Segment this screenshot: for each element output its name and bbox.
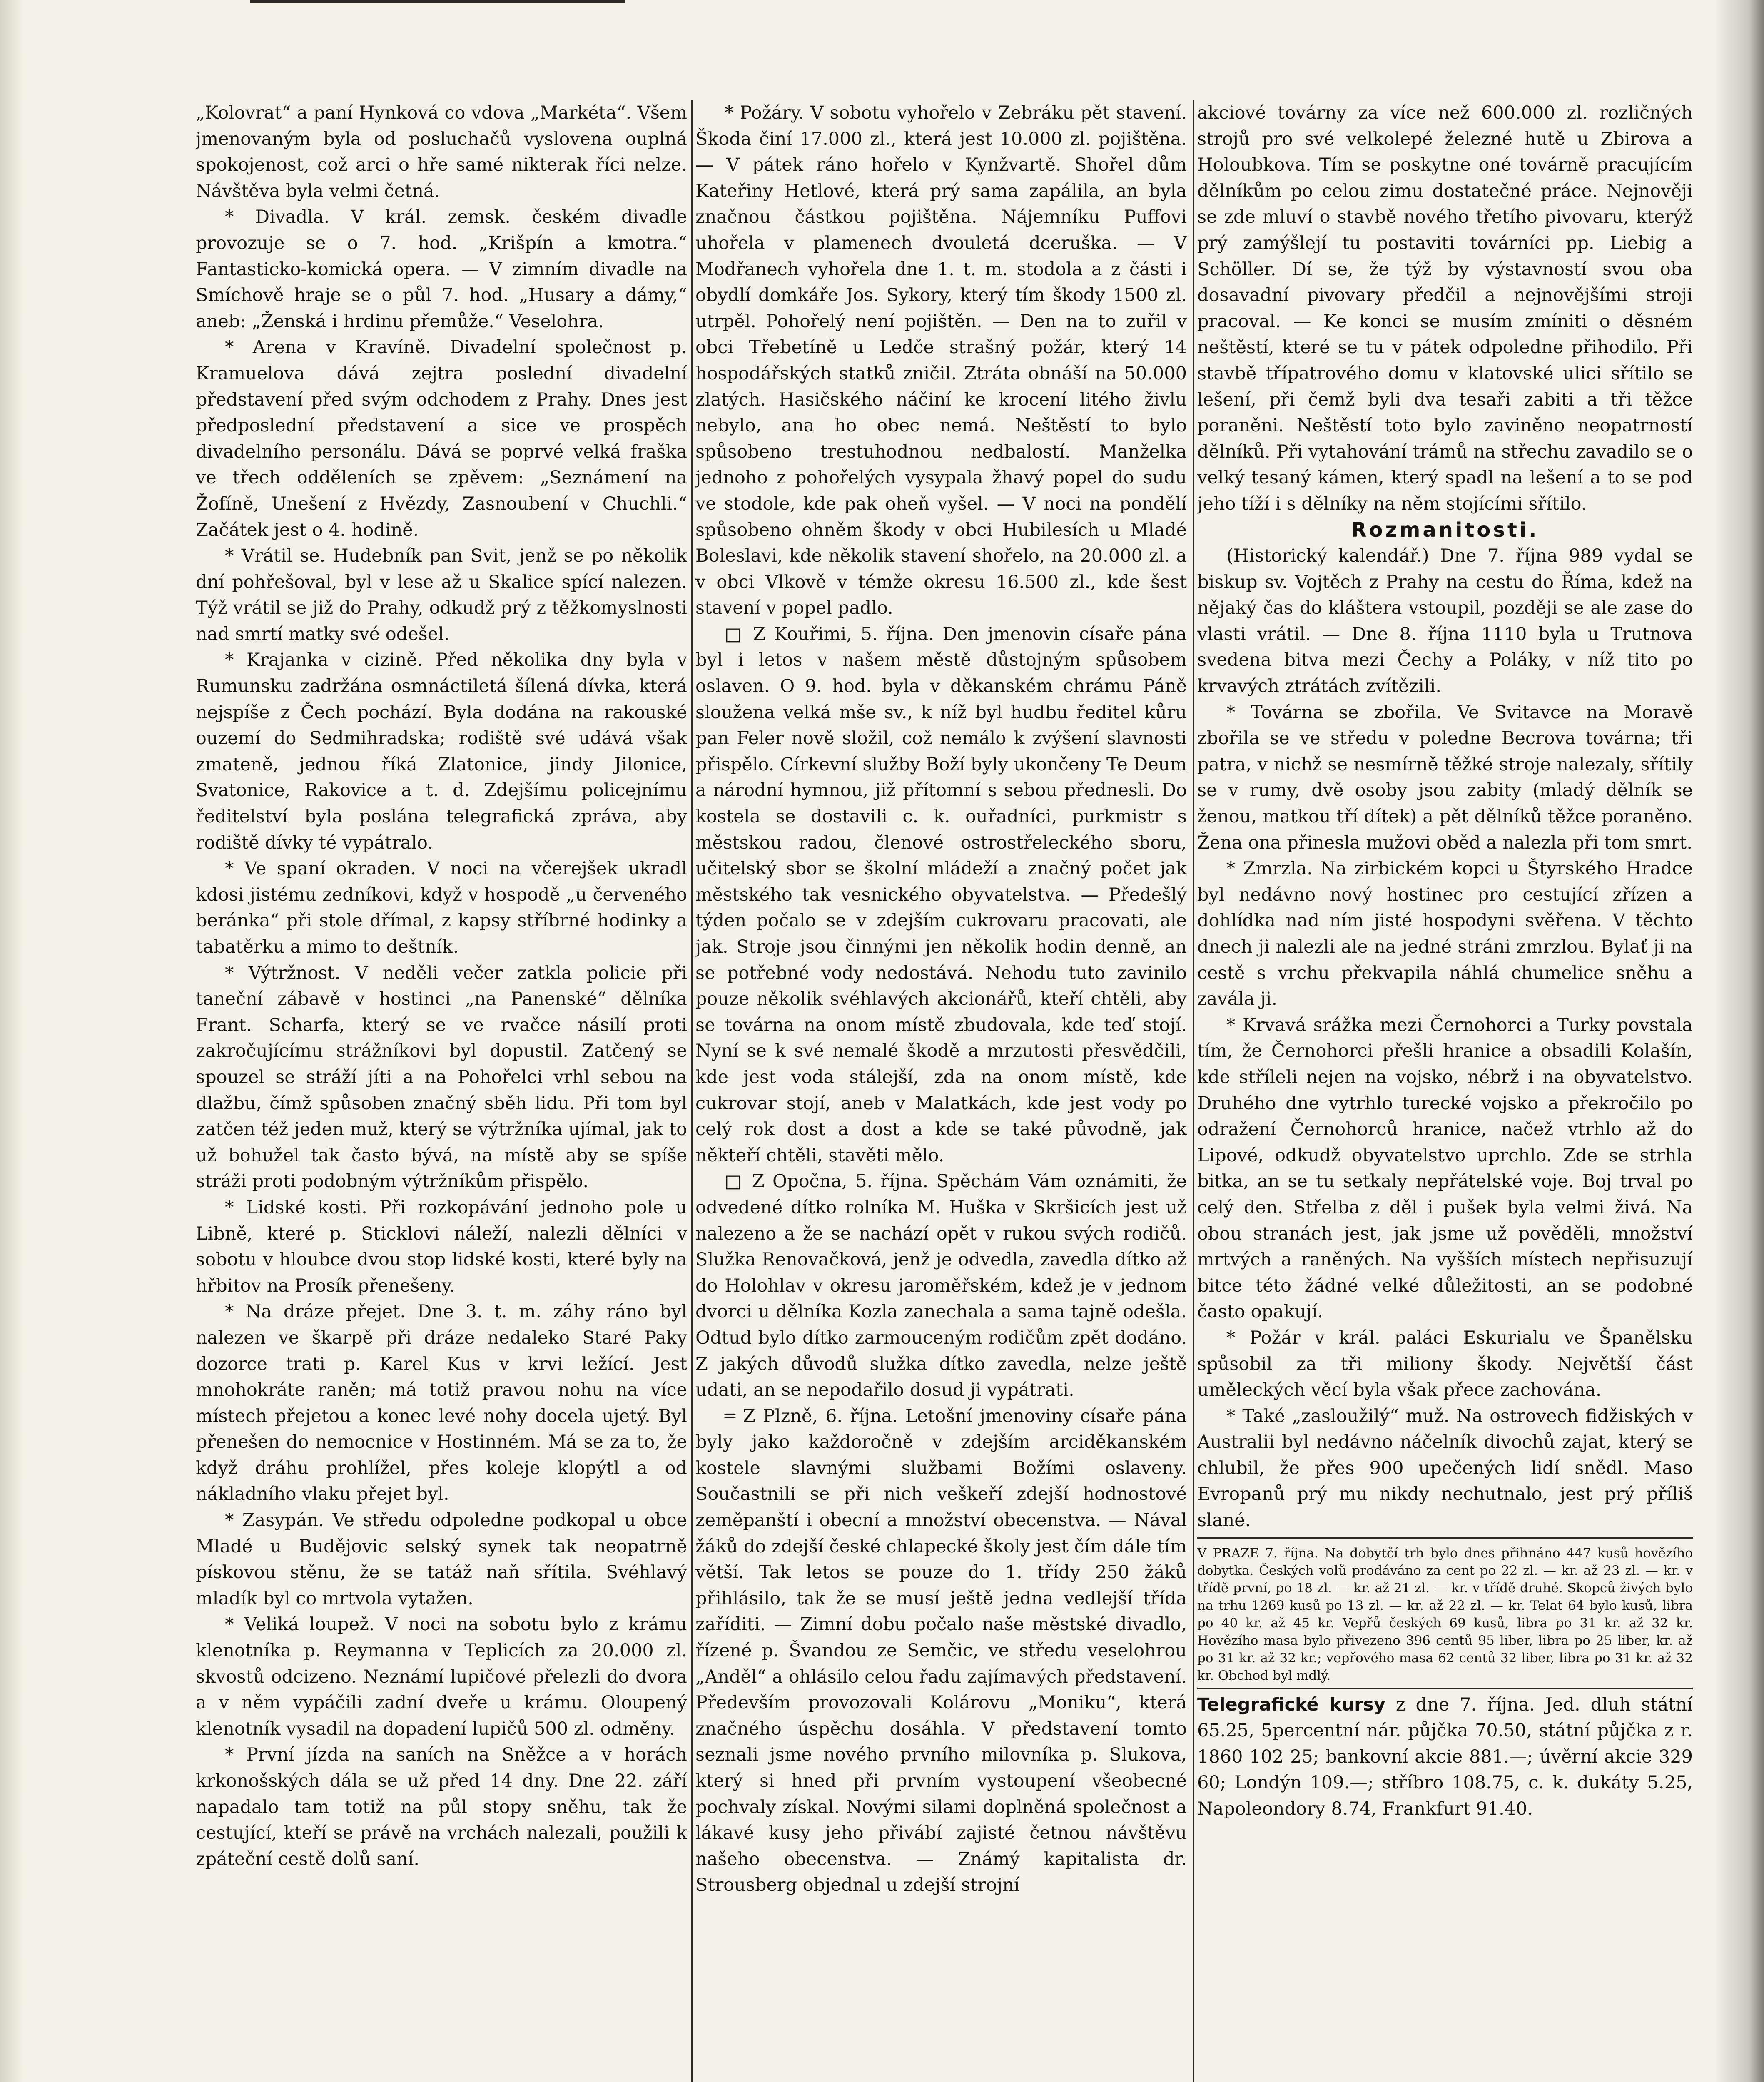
column-3 [1197, 100, 1693, 2082]
news-paragraph: akciové továrny za více než 600.000 zl. rozličných strojů pro své velkolepé železné hutě u Zbirova a Holoubkova. Tím se poskytne oné továrně pracujícím dělníkům po celou zimu dostatečné práce. Nejnověji se zde mluví o stavbě nového třetího pivovaru, kterýž prý zamýšlejí tu postaviti továrníci pp. Liebig a Schöller. Dí se, že týž by výstavností svou oba dosavadní pivovary předčil a nejnovějšími stroji pracoval. — Ke konci se musím zmíniti o děsném neštěstí, které se tu v pátek odpoledne přihodilo. Při stavbě třípatrového domu v klatovské ulici sřítilo se lešení, při čemž byli dva tesaři zabiti a tři těžce poraněni. Neštěstí toto bylo zaviněno neopatrností dělníků. Při vytahování trámů na střechu zavadilo se o velký tesaný kámen, který spadl na lešení a to se pod jeho tíží i s dělníky na něm stojícími sřítilo. [1197, 102, 1693, 514]
news-paragraph: * Zmrzla. Na zirbickém kopci u Štyrského Hradce byl nedávno nový hostinec pro cestující zřízen a dohlídka nad ním jisté hospodyni svěřena. V těchto dnech ji nalezli ale na jedné stráni zmrzlou. Bylať ji na cestě s vrchu překvapila náhlá chumelice sněhu a zavála ji. [1197, 858, 1693, 1010]
top-rule [250, 0, 625, 3]
news-paragraph: (Historický kalendář.) Dne 7. října 989 vydal se biskup sv. Vojtěch z Prahy na cestu do Říma, kdež na nějaký čas do kláštera vstoupil, později se ale zase do vlasti vrátil. — Dne 8. října 1110 byla u Trutnova svedena bitva mezi Čechy a Poláky, v níž tito po krvavých ztrátách zvítězili. [1197, 545, 1693, 697]
exchange-rates-text: z dne 7. října. Jed. dluh státní 65.25, 5percentní nár. půjčka 70.50, státní půjčka z r. 1860 102 25; bankovní akcie 881.—; úvěrní akcie 329 60; Londýn 109.—; stříbro 108.75, c. k. dukáty 5.25, Napoleondory 8.74, Frankfurt 91.40. [1197, 1694, 1693, 1820]
news-paragraph: * Požáry. V sobotu vyhořelo v Zebráku pět stavení. Škoda činí 17.000 zl., která jest 10.000 zl. pojištěna. — V pátek ráno hořelo v Kynžvartě. Shořel dům Kateřiny Hetlové, která prý sama zapálila, an byla značnou částkou pojištěna. Nájemníku Puffovi uhořela v plamenech dvouletá dceruška. — V Modřanech vyhořela dne 1. t. m. stodola a z části i obydlí domkáře Jos. Sykory, který tím škody 1500 zl. utrpěl. Pohořelý není pojištěn. — Den na to zuřil v obci Třebetíně u Ledče strašný požár, který 14 hospodářských statků zničil. Ztráta obnáší na 50.000 zlatých. Hasičského náčiní ke krocení litého živlu nebylo, ana ho obec nemá. Neštěstí to bylo spůsobeno trestuhodnou nedbalostí. Manželka jednoho z pohořelých vysypala žhavý popel do sudu ve stodole, kde pak oheň vyšel. — V noci na pondělí spůsobeno ohněm škody v obci Hubilesích u Mladé Boleslavi, kde několik stavení shořelo, na 20.000 zl. a v obci Vlkově v témže okresu 16.500 zl., kde šest stavení v popel padlo. [695, 102, 1187, 619]
section-heading: Rozmanitosti. [1351, 518, 1539, 542]
section-divider [1197, 1688, 1693, 1689]
column-1 [196, 100, 687, 2082]
market-report: V PRAZE 7. října. Na dobytčí trh bylo dnes přihnáno 447 kusů hovězího dobytka. Českých volů prodáváno za cent po 22 zl. — kr. až 23 zl. — kr. v třídě první, po 18 zl. — kr. až 21 zl. — kr. v třídě druhé. Skopců živých bylo na trhu 1269 kusů po 13 zl. — kr. až 22 zl. — kr. Telat 64 bylo kusů, libra po 40 kr. až 45 kr. Vepřů českých 69 kusů, libra po 31 kr. až 32 kr. Hovězího masa bylo přivezeno 396 centů 95 liber, libra po 25 liber, kr. až po 31 kr. až 32 kr.; vepřového masa 62 centů 32 liber, libra po 31 kr. až 32 kr. Obchod byl mdlý. [1197, 1545, 1693, 1683]
news-paragraph: * Požár v král. paláci Eskurialu ve Španělsku spůsobil za tři miliony škody. Největší část uměleckých věcí byla však přece zachována. [1197, 1327, 1693, 1401]
news-paragraph: * Zasypán. Ve středu odpoledne podkopal u obce Mladé u Budějovic selský synek tak neopatrně pískovou stěnu, že se tatáž naň sřítila. Svéhlavý mladík byl co mrtvola vytažen. [196, 1510, 687, 1609]
column-divider [1193, 100, 1194, 2082]
column-divider [691, 100, 693, 2082]
news-paragraph: „Kolovrat“ a paní Hynková co vdova „Markéta“. Všem jmenovaným byla od posluchačů vyslovena ouplná spokojenost, což arci o hře samé nikterak říci nelze. Návštěva byla velmi četná. [196, 102, 687, 202]
page-edge-right [1714, 0, 1764, 2082]
news-paragraph: * Lidské kosti. Při rozkopávání jednoho pole u Libně, které p. Sticklovi náleží, nalezli dělníci v sobotu v hloubce dvou stop lidské kosti, které byly na hřbitov na Prosík přenešeny. [196, 1197, 687, 1296]
news-paragraph: * Ve spaní okraden. V noci na včerejšek ukradl kdosi jistému zedníkovi, když v hospodě „u červeného beránka“ při stole dřímal, z kapsy stříbrné hodinky a tabatěrku a mimo to deštník. [196, 858, 687, 957]
news-paragraph: * Arena v Kravíně. Divadelní společnost p. Kramuelova dává zejtra poslední divadelní představení před svým odchodem z Prahy. Dnes jest předposlední představení a sice ve prospěch divadelního personálu. Dává se poprvé velká fraška ve třech odděleních se zpěvem: „Seznámení na Žofíně, Unešení z Hvězdy, Zasnoubení v Chuchli.“ Začátek jest o 4. hodině. [196, 337, 687, 540]
section-divider [1197, 1537, 1693, 1539]
news-paragraph: * První jízda na saních na Sněžce a v horách krkonošských dála se už před 14 dny. Dne 22. září napadalo tam totiž na půl stopy sněhu, tak že cestující, kteří se právě na vrchách nalezali, použili k zpáteční cestě dolů saní. [196, 1744, 687, 1870]
news-paragraph: * Výtržnost. V neděli večer zatkla policie při taneční zábavě v hostinci „na Panenské“ dělníka Frant. Scharfa, který se ve rvačce násilí proti zakročujícímu strážníkovi byl dopustil. Zatčený se spouzel se stráží jíti a na Pohořelci vrhl sebou na dlažbu, čímž spůsoben značný sběh lidu. Při tom byl zatčen též jeden muž, který se výtržníka ujímal, jak to už bohužel tak často bývá, na místě aby se spíše stráži proti podobným výtržníkům přispělo. [196, 962, 687, 1192]
news-paragraph: □ Z Kouřimi, 5. října. Den jmenovin císaře pána byl i letos v našem městě důstojným spůsobem oslaven. O 9. hod. byla v děkanském chrámu Páně sloužena velká mše sv., k níž byl hudbu ředitel kůru pan Feler nově složil, což nemálo k zvýšení slavnosti přispělo. Církevní služby Boží byly ukončeny Te Deum a národní hymnou, již přítomní s sebou přednesli. Do kostela se dostavili c. k. ouřadníci, purkmistr s městskou radou, členové ostrostřeleckého sboru, učitelský sbor se školní mládeží a značný počet jak městského tak vesnického obyvatelstva. — Předešlý týden počalo se v zdejším cukrovaru pracovati, ale jak. Stroje jsou činnými jen několik hodin denně, an se potřebné vody nedostává. Nehodu tuto zavinilo pouze několik svéhlavých akcionářů, kteří chtěli, aby se továrna na onom místě zbudovala, kde teď stojí. Nyní se k své nemalé škodě a mrzutosti přesvědčili, kde jest voda stálejší, zda na onom místě, kde cukrovar stojí, aneb v Malatkách, kde jest vody po celý rok dost a dost a kde se také původně, jak někteří chtěli, stavěti mělo. [695, 623, 1187, 1166]
news-paragraph: * Veliká loupež. V noci na sobotu bylo z krámu klenotníka p. Reymanna v Teplicích za 20.000 zl. skvostů odcizeno. Neznámí lupičové přelezli do dvora a v něm vypáčili zadní dveře u krámu. Oloupený klenotník vysadil na dopadení lupičů 500 zl. odměny. [196, 1614, 687, 1739]
news-paragraph: * Továrna se zbořila. Ve Svitavce na Moravě zbořila se ve středu v poledne Becrova továrna; tři patra, v nichž se nesmírně těžké stroje nalezaly, sřítily se v rumy, dvě osoby jsou zabity (mladý dělník se ženou, matkou tří dítek) a pět dělníků těžce poraněno. Žena ona přinesla mužovi oběd a nalezla při tom smrt. [1197, 702, 1693, 853]
news-paragraph: * Vrátil se. Hudebník pan Svit, jenž se po několik dní pohřešoval, byl v lese až u Skalice spící nalezen. Týž vrátil se již do Prahy, odkudž prý z těžkomyslnosti nad smrtí matky své odešel. [196, 545, 687, 645]
news-paragraph: * Na dráze přejet. Dne 3. t. m. záhy ráno byl nalezen ve škarpě při dráze nedaleko Staré Paky dozorce trati p. Karel Kus v krvi ležící. Jest mnohokráte raněn; má totiž pravou nohu na více místech přejetou a konec levé nohy docela ujetý. Byl přenešen do nemocnice v Hostinném. Má se za to, že když dráhu prohlížel, přes koleje klopýtl a od nákladního vlaku přejet byl. [196, 1301, 687, 1505]
news-paragraph: * Krvavá srážka mezi Černohorci a Turky povstala tím, že Černohorci přešli hranice a obsadili Kolašín, kde stříleli nejen na vojsko, nébrž i na obyvatelstvo. Druhého dne vytrhlo turecké vojsko a překročilo po odražení Černohorců hranice, načež vtrhlo až do Lipové, odkudž obyvatelstvo uprchlo. Zde se strhla bitka, an se tu setkaly nepřátelské voje. Boj trval po celý den. Střelba z děl i pušek byla velmi živá. Na obou stranách jest, jak jsme už pověděli, množství mrtvých a raněných. Na vyšších místech nepřisuzují bitce této žádné velké důležitosti, an se podobné často opakují. [1197, 1014, 1693, 1322]
news-paragraph: * Divadla. V král. zemsk. českém divadle provozuje se o 7. hod. „Krišpín a kmotra.“ Fantasticko-komická opera. — V zimním divadle na Smíchově hraje se o půl 7. hod. „Husary a dámy,“ aneb: „Ženská i hrdinu přemůže.“ Veselohra. [196, 207, 687, 332]
news-paragraph: * Krajanka v cizině. Před několika dny byla v Rumunsku zadržána osmnáctiletá šílená dívka, která nejspíše z Čech pochází. Byla dodána na rakouské ouzemí do Sedmihradska; rodiště své udává však zmateně, jednou říká Zlatonice, jindy Jilonice, Svatonice, Rakovice a t. d. Zdejšímu policejnímu ředitelství byla poslána telegrafická zpráva, aby rodiště dívky té vypátralo. [196, 650, 687, 853]
news-paragraph: □ Z Opočna, 5. října. Spěchám Vám oznámiti, že odvedené dítko rolníka M. Huška v Skršicích jest už nalezeno a že se nachází opět v rukou svých rodičů. Služka Renovačková, jenž je odvedla, zavedla dítko až do Holohlav v okresu jaroměřském, kdež je v jednom dvorci u dělníka Kozla zanechala a sama tajně odešla. Odtud bylo dítko zarmouceným rodičům zpět dodáno. Z jakých důvodů služka dítko zavedla, nelze ještě udati, an se nepodařilo dosud ji vypátrati. [695, 1171, 1187, 1401]
page-edge-left [0, 0, 25, 2082]
news-paragraph: * Také „zasloužilý“ muž. Na ostrovech fidžiských v Australii byl nedávno náčelník divochů zajat, který se chlubil, že přes 900 upečených lidí snědl. Maso Evropanů prý mu nikdy nechutnalo, jest prý příliš slané. [1197, 1405, 1693, 1531]
news-paragraph: ═ Z Plzně, 6. října. Letošní jmenoviny císaře pána byly jako každoročně v zdejším arciděkanském kostele slavnými službami Božími oslaveny. Součastnili se při nich veškeří zdejší hodnostové zeměpanští i obecní a množství obecenstva. — Nával žáků do zdejší české chlapecké školy jest čím dále tím větší. Tak letos se pouze do 1. třídy 250 žáků přihlásilo, tak že se musí ještě jedna vedlejší třída zaříditi. — Zimní dobu počalo naše městské divadlo, řízené p. Švandou ze Semčic, ve středu veselohrou „Anděl“ a ohlásilo celou řadu zajímavých představení. Především provozovali Kolárovu „Moniku“, která značného úspěchu dosáhla. V představení tomto seznali jsme nového prvního milovníka p. Slukova, který si hned při prvním vystoupení všeobecné pochvaly získal. Novými silami doplněná společnost a lákavé kusy jeho přivábí zajisté četnou návštěvu našeho obecenstva. — Známý kapitalista dr. Strousberg objednal u zdejší strojní [695, 1405, 1187, 1896]
exchange-rates-title: Telegrafické kursy [1197, 1694, 1385, 1715]
column-2 [695, 100, 1187, 2082]
